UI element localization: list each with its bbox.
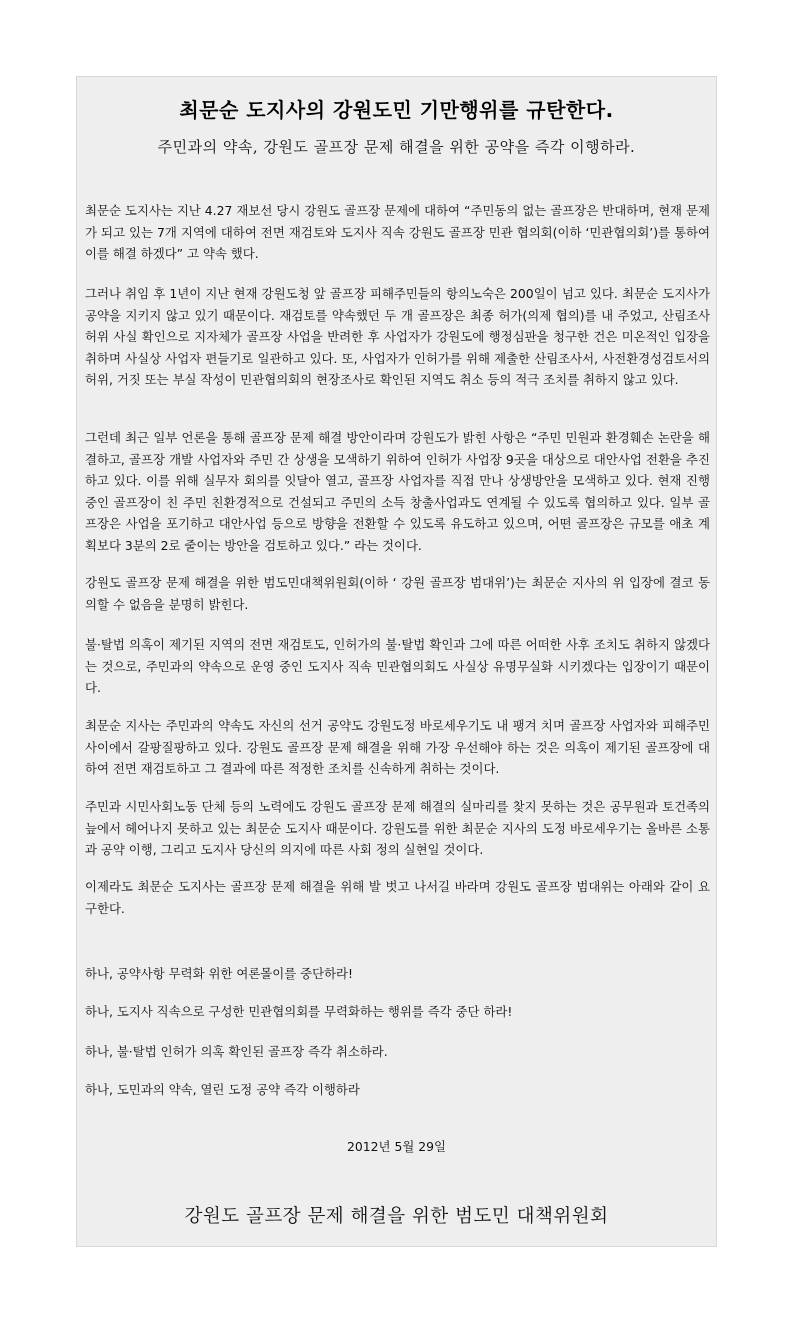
organization-signature: 강원도 골프장 문제 해결을 위한 범도민 대책위원회	[184, 1206, 609, 1227]
demand-2: 하나, 도지사 직속으로 구성한 민관협의회를 무력화하는 행위를 즉각 중단 하라!	[85, 1004, 513, 1019]
document-title: 최문순 도지사의 강원도민 기만행위를 규탄한다.	[179, 98, 614, 122]
paragraph-8: 이제라도 최문순 도지사는 골프장 문제 해결을 위해 발 벗고 나서길 바라며 강원도 골프장 범대위는 아래와 같이 요구한다.	[85, 879, 710, 916]
paragraph-4: 강원도 골프장 문제 해결을 위한 범도민대책위원회(이하 ‘ 강원 골프장 범대위’)는 최문순 지사의 위 입장에 결코 동의할 수 없음을 분명히 밝힌다.	[85, 575, 710, 612]
demand-4: 하나, 도민과의 약속, 열린 도정 공약 즉각 이행하라	[85, 1082, 360, 1097]
paragraph-1: 최문순 도지사는 지난 4.27 재보선 당시 강원도 골프장 문제에 대하여 “주민동의 없는 골프장은 반대하며, 현재 문제가 되고 있는 7개 지역에 대하여 전면 재검토와 도지사 직속 강원도 골프장 민관 협의회(이하 ‘민관협의회’)를 통하여 이를 해결 하겠다” 고 약속 했다.	[85, 203, 710, 261]
paragraph-2: 그러나 취임 후 1년이 지난 현재 강원도청 앞 골프장 피해주민들의 항의노숙은 200일이 넘고 있다. 최문순 도지사가 공약을 지키지 않고 있기 때문이다. 재검토를 약속했던 두 개 골프장은 최종 허가(의제 협의)를 내 주었고, 산림조사 허위 사실 확인으로 지자체가 골프장 사업을 반려한 후 사업자가 강원도에 행정심판을 청구한 건은 미온적인 입장을 취하며 사실상 사업자 편들기로 일관하고 있다. 또, 사업자가 인허가를 위해 제출한 산림조사서, 사전환경성검토서의 허위, 거짓 또는 부실 작성이 민관협의회의 현장조사로 확인된 지역도 취소 등의 적극 조치를 취하지 않고 있다.	[85, 286, 710, 387]
paragraph-6: 최문순 지사는 주민과의 약속도 자신의 선거 공약도 강원도정 바로세우기도 내 팽겨 치며 골프장 사업자와 피해주민 사이에서 갈팡질팡하고 있다. 강원도 골프장 문제 해결을 위해 가장 우선해야 하는 것은 의혹이 제기된 골프장에 대하여 전면 재검토하고 그 결과에 따른 적정한 조치를 신속하게 취하는 것이다.	[85, 718, 710, 776]
paragraph-5: 불·탈법 의혹이 제기된 지역의 전면 재검토도, 인허가의 불·탈법 확인과 그에 따른 어떠한 사후 조치도 취하지 않겠다는 것으로, 주민과의 약속으로 운영 중인 도지사 직속 민관협의회도 사실상 유명무실화 시키겠다는 입장이기 때문이다.	[85, 637, 710, 695]
demand-3: 하나, 불·탈법 인허가 의혹 확인된 골프장 즉각 취소하라.	[85, 1044, 388, 1059]
paragraph-3: 그런데 최근 일부 언론을 통해 골프장 문제 해결 방안이라며 강원도가 밝힌 사항은 “주민 민원과 환경훼손 논란을 해결하고, 골프장 개발 사업자와 주민 간 상생을 모색하기 위하여 인허가 사업장 9곳을 대상으로 대안사업 전환을 추진하고 있다. 이를 위해 실무자 회의를 잇달아 열고, 골프장 사업자를 직접 만나 상생방안을 모색하고 있다. 현재 진행 중인 골프장이 친 주민 친환경적으로 건설되고 주민의 소득 창출사업과도 연계될 수 있도록 협의하고 있다. 일부 골프장은 사업을 포기하고 대안사업 등으로 방향을 전환할 수 있도록 유도하고 있으며, 어떤 골프장은 규모를 애초 계획보다 3분의 2로 줄이는 방안을 검토하고 있다.” 라는 것이다.	[85, 430, 710, 553]
paragraph-7: 주민과 시민사회노동 단체 등의 노력에도 강원도 골프장 문제 해결의 실마리를 찾지 못하는 것은 공무원과 토건족의 늪에서 헤어나지 못하고 있는 최문순 도지사 때문이다. 강원도를 위한 최문순 지사의 도정 바로세우기는 올바른 소통과 공약 이행, 그리고 도지사 당신의 의지에 따른 사회 정의 실현일 것이다.	[85, 799, 710, 857]
statement-document	[76, 76, 717, 1247]
demand-1: 하나, 공약사항 무력화 위한 여론몰이를 중단하라!	[85, 966, 353, 981]
document-date: 2012년 5월 29일	[347, 1139, 446, 1154]
document-subtitle: 주민과의 약속, 강원도 골프장 문제 해결을 위한 공약을 즉각 이행하라.	[157, 138, 636, 156]
